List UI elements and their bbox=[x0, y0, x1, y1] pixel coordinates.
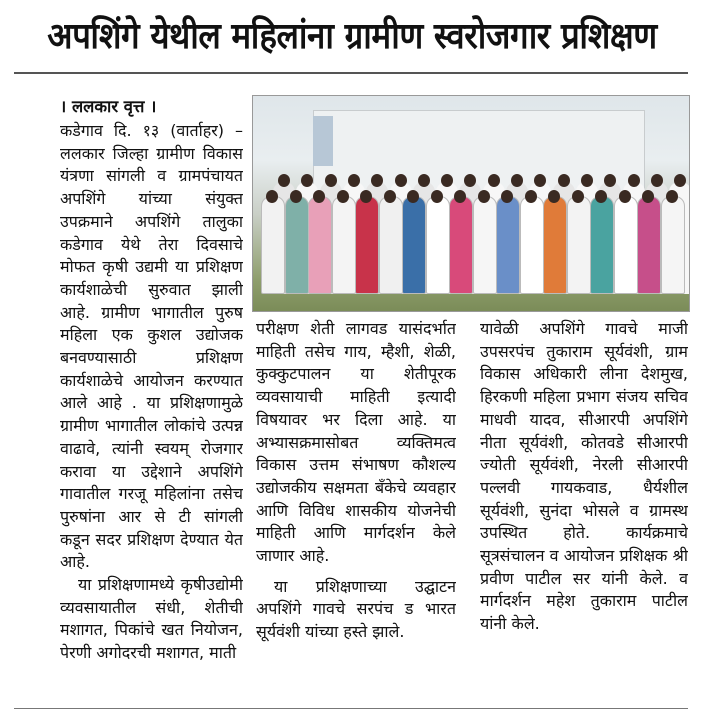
photo-figure-head bbox=[454, 190, 466, 203]
photo-figure bbox=[355, 196, 379, 294]
photo-figure bbox=[473, 196, 497, 294]
photo-figure-head bbox=[548, 190, 560, 203]
photo-figure bbox=[614, 196, 638, 294]
photo-figure-head bbox=[595, 190, 607, 203]
photo-figure-head bbox=[642, 190, 654, 203]
photo-figure bbox=[590, 196, 614, 294]
photo-figure-head bbox=[395, 174, 407, 187]
photo-figure-head bbox=[313, 190, 325, 203]
photo-figure bbox=[567, 196, 591, 294]
photo-figure bbox=[543, 196, 567, 294]
photo-figure bbox=[379, 196, 403, 294]
photo-figure bbox=[426, 196, 450, 294]
photo-figure-head bbox=[337, 190, 349, 203]
column-3-paragraph-1: यावेळी अपशिंगे गावचे माजी उपसरपंच तुकाराम सूर्यवंशी, ग्राम विकास अधिकारी लीना देशमुख, हिरकणी महिला प्रभाग संजय सचिव माधवी यादव, सीआरपी अपशिंगे नीता सूर्यवंशी, कोतवडे सीआरपी ज्योती सूर्यवंशी, नेरली सीआरपी पल्लवी गायकवाड, धैर्यशील सूर्यवंशी, सुनंदा भोसले व ग्रामस्थ उपस्थित होते. कार्यक्रमाचे सूत्रसंचालन व आयोजन प्रशिक्षक श्री प्रवीण पाटील सर यांनी केले. व मार्गदर्शन महेश तुकाराम पाटील यांनी केले. bbox=[480, 319, 688, 634]
photo-figure-head bbox=[501, 190, 513, 203]
column-2-paragraph-1: परीक्षण शेती लागवड यासंदर्भात माहिती तसेच गाय, म्हैशी, शेळी, कुक्कुटपालन या शेतीपूरक व्यवसायाची माहिती इत्यादी विषयावर भर दिला आहे. या अभ्यासक्रमासोबत व्यक्तिमत्व विकास उत्तम संभाषण कौशल्य उद्योजकीय सक्षमता बँकेचे व्यवहार आणि विविध शासकीय योजनेची माहिती आणि मार्गदर्शन केले जाणार आहे. bbox=[256, 319, 456, 566]
photo-figure-head bbox=[525, 190, 537, 203]
headline-rule bbox=[14, 72, 688, 74]
photo-figure-head bbox=[666, 190, 678, 203]
byline: । ललकार वृत्त । bbox=[60, 97, 157, 116]
photo-figure-head bbox=[511, 174, 523, 187]
photo-figure bbox=[449, 196, 473, 294]
bottom-rule bbox=[14, 708, 688, 709]
photo-figure-head bbox=[651, 174, 663, 187]
photo-figure bbox=[332, 196, 356, 294]
photo-figure-head bbox=[674, 174, 686, 187]
photo-figure bbox=[637, 196, 661, 294]
photo-figure-head bbox=[628, 174, 640, 187]
photo-figure-head bbox=[572, 190, 584, 203]
photo-figure bbox=[285, 196, 309, 294]
headline: अपशिंगे येथील महिलांना ग्रामीण स्वरोजगार प्रशिक्षण bbox=[47, 16, 657, 57]
photo-figure bbox=[402, 196, 426, 294]
photo-figure bbox=[496, 196, 520, 294]
photo-figure-head bbox=[325, 174, 337, 187]
photo-figure-head bbox=[278, 174, 290, 187]
photo-figure bbox=[520, 196, 544, 294]
photo-figure-head bbox=[488, 174, 500, 187]
column-1-paragraph-2: या प्रशिक्षणामध्ये कृषीउद्योमी व्यवसायातील संधी, शेतीची मशागत, पिकांचे खत नियोजन, पेरणी अगोदरची मशागत, माती bbox=[60, 575, 243, 663]
photo-figure-head bbox=[619, 190, 631, 203]
photo-figure-head bbox=[478, 190, 490, 203]
photo-figure-head bbox=[418, 174, 430, 187]
photo-figure bbox=[308, 196, 332, 294]
article-column-1 bbox=[60, 120, 243, 704]
photo-figure-head bbox=[407, 190, 419, 203]
group-photo bbox=[252, 95, 690, 312]
photo-people bbox=[259, 154, 683, 294]
column-1-paragraph-1: कडेगाव दि. १३ (वार्ताहर) – ललकार जिल्हा ग्रामीण विकास यंत्रणा सांगली व ग्रामपंचायत अपशिंगे यांच्या संयुक्त उपक्रमाने अपशिंगे तालुका कडेगाव येथे तेरा दिवसाचे मोफत कृषी उद्यमी या प्रशिक्षण कार्यशाळेची सुरुवात झाली आहे. ग्रामीण भागातील पुरुष महिला एक कुशल उद्योजक बनवण्यासाठी प्रशिक्षण कार्यशाळेचे आयोजन करण्यात आले आहे . या प्रशिक्षणामुळे ग्रामीण भागातील लोकांचे उत्पन्न वाढावे, त्यांनी स्वयम् रोजगार करावा या उद्देशाने अपशिंगे गावातील गरजू महिलांना तसेच पुरुषांना आर से टी सांगली कडून सदर प्रशिक्षण देण्यात येत आहे. bbox=[60, 121, 243, 572]
byline-column bbox=[60, 96, 243, 121]
photo-figure bbox=[661, 196, 685, 294]
article-column-2 bbox=[256, 318, 456, 704]
photo-figure-head bbox=[581, 174, 593, 187]
photo-figure-head bbox=[441, 174, 453, 187]
photo-figure-head bbox=[431, 190, 443, 203]
photo-figure-head bbox=[384, 190, 396, 203]
photo-figure-head bbox=[266, 190, 278, 203]
photo-figure-head bbox=[360, 190, 372, 203]
photo-figure-head bbox=[348, 174, 360, 187]
photo-figure bbox=[261, 196, 285, 294]
article-column-3 bbox=[480, 318, 688, 704]
photo-figure-head bbox=[290, 190, 302, 203]
column-2-paragraph-2: या प्रशिक्षणाच्या उद्घाटन अपशिंगे गावचे सरपंच ड भारत सूर्यवंशी यांच्या हस्ते झाले. bbox=[256, 576, 456, 642]
photo-figure-head bbox=[558, 174, 570, 187]
